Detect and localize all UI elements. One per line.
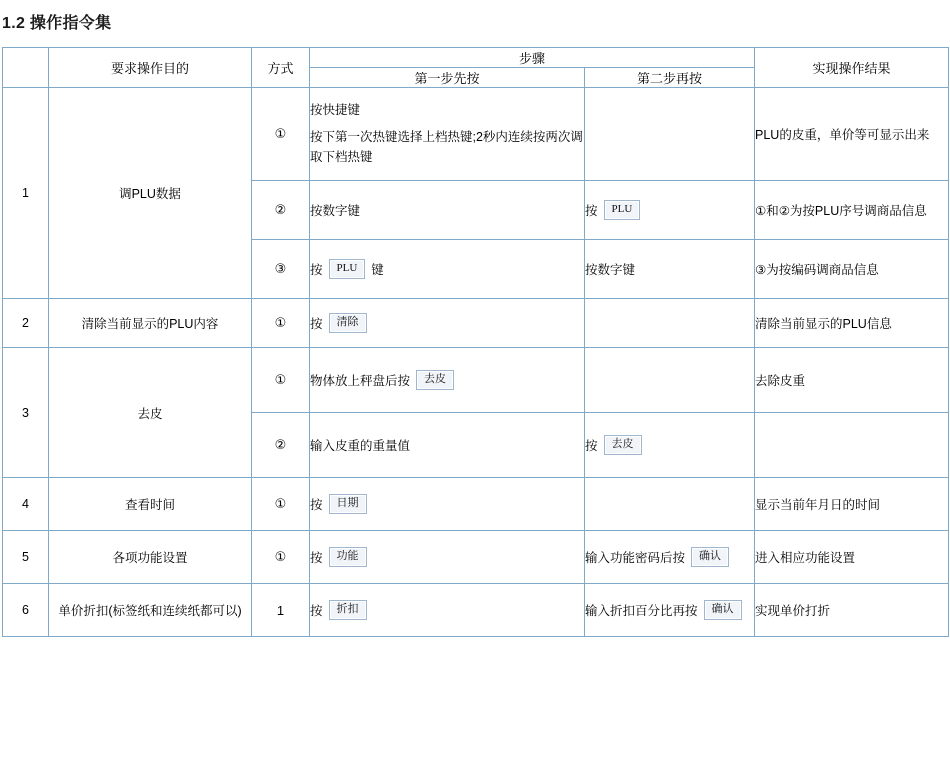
row-method: ② xyxy=(252,413,310,478)
step1-prefix: 物体放上秤盘后按 xyxy=(310,374,411,388)
step1-prefix: 按 xyxy=(310,498,323,512)
header-step2: 第二步再按 xyxy=(585,68,755,88)
row-purpose: 查看时间 xyxy=(49,478,252,531)
row-step1 xyxy=(310,240,585,299)
header-step1: 第一步先按 xyxy=(310,68,585,88)
key-clear: 清除 xyxy=(329,313,367,333)
row-index: 2 xyxy=(3,299,49,348)
step2-prefix: 输入折扣百分比再按 xyxy=(585,604,698,618)
row-step2 xyxy=(585,299,755,348)
table-row xyxy=(3,88,949,181)
step1-line: 按快捷键 xyxy=(310,102,361,117)
row-result: PLU的皮重，单价等可显示出来 xyxy=(755,88,949,181)
key-discount: 折扣 xyxy=(329,600,367,620)
row-step1 xyxy=(310,348,585,413)
page-title: 1.2 操作指令集 xyxy=(2,15,112,32)
row-result: ③为按编码调商品信息 xyxy=(755,240,949,299)
step1-prefix: 按 xyxy=(310,551,323,565)
row-step2 xyxy=(585,584,755,637)
row-method: 1 xyxy=(252,584,310,637)
header-method: 方式 xyxy=(252,48,310,88)
table-row xyxy=(3,299,949,348)
key-tare: 去皮 xyxy=(416,370,454,390)
row-method: ① xyxy=(252,348,310,413)
row-index: 6 xyxy=(3,584,49,637)
row-step2 xyxy=(585,88,755,181)
key-confirm: 确认 xyxy=(704,600,742,620)
header-index xyxy=(3,48,49,88)
row-method: ③ xyxy=(252,240,310,299)
step1-line: 按下第一次热键选择上档热键;2秒内连续按两次调取下档热键 xyxy=(310,130,583,164)
row-step2 xyxy=(585,348,755,413)
row-purpose: 各项功能设置 xyxy=(49,531,252,584)
row-step1 xyxy=(310,299,585,348)
row-result xyxy=(755,413,949,478)
step2-prefix: 按 xyxy=(585,204,598,218)
table-row xyxy=(3,478,949,531)
step2-prefix: 按 xyxy=(585,439,598,453)
table-row xyxy=(3,531,949,584)
row-result: 清除当前显示的PLU信息 xyxy=(755,299,949,348)
key-confirm: 确认 xyxy=(691,547,729,567)
row-step1 xyxy=(310,531,585,584)
row-purpose: 调PLU数据 xyxy=(49,88,252,299)
key-date: 日期 xyxy=(329,494,367,514)
row-step2: 按数字键 xyxy=(585,240,755,299)
row-index: 1 xyxy=(3,88,49,299)
step1-prefix: 按 xyxy=(310,263,323,277)
row-method: ① xyxy=(252,478,310,531)
row-step2 xyxy=(585,181,755,240)
row-step1 xyxy=(310,88,585,181)
key-plu: PLU xyxy=(329,259,366,279)
row-index: 4 xyxy=(3,478,49,531)
row-result: ①和②为按PLU序号调商品信息 xyxy=(755,181,949,240)
key-plu: PLU xyxy=(604,200,641,220)
row-step2 xyxy=(585,531,755,584)
header-purpose: 要求操作目的 xyxy=(49,48,252,88)
row-method: ① xyxy=(252,299,310,348)
step1-prefix: 按 xyxy=(310,604,323,618)
step1-prefix: 按 xyxy=(310,317,323,331)
row-step2 xyxy=(585,478,755,531)
key-function: 功能 xyxy=(329,547,367,567)
table-header-row xyxy=(3,48,949,68)
row-result: 进入相应功能设置 xyxy=(755,531,949,584)
row-step2 xyxy=(585,413,755,478)
header-steps: 步骤 xyxy=(310,48,755,68)
row-method: ② xyxy=(252,181,310,240)
table-row xyxy=(3,348,949,413)
row-purpose: 去皮 xyxy=(49,348,252,478)
key-tare: 去皮 xyxy=(604,435,642,455)
step2-prefix: 输入功能密码后按 xyxy=(585,551,686,565)
row-index: 5 xyxy=(3,531,49,584)
table-row xyxy=(3,584,949,637)
row-result: 实现单价打折 xyxy=(755,584,949,637)
row-step1 xyxy=(310,584,585,637)
row-step1: 输入皮重的重量值 xyxy=(310,413,585,478)
row-purpose: 清除当前显示的PLU内容 xyxy=(49,299,252,348)
row-method: ① xyxy=(252,88,310,181)
row-index: 3 xyxy=(3,348,49,478)
step1-suffix: 键 xyxy=(371,263,384,277)
row-result: 显示当前年月日的时间 xyxy=(755,478,949,531)
row-method: ① xyxy=(252,531,310,584)
row-purpose: 单价折扣(标签纸和连续纸都可以) xyxy=(49,584,252,637)
row-result: 去除皮重 xyxy=(755,348,949,413)
row-step1 xyxy=(310,478,585,531)
row-step1: 按数字键 xyxy=(310,181,585,240)
instruction-table xyxy=(2,47,949,637)
header-result: 实现操作结果 xyxy=(755,48,949,88)
